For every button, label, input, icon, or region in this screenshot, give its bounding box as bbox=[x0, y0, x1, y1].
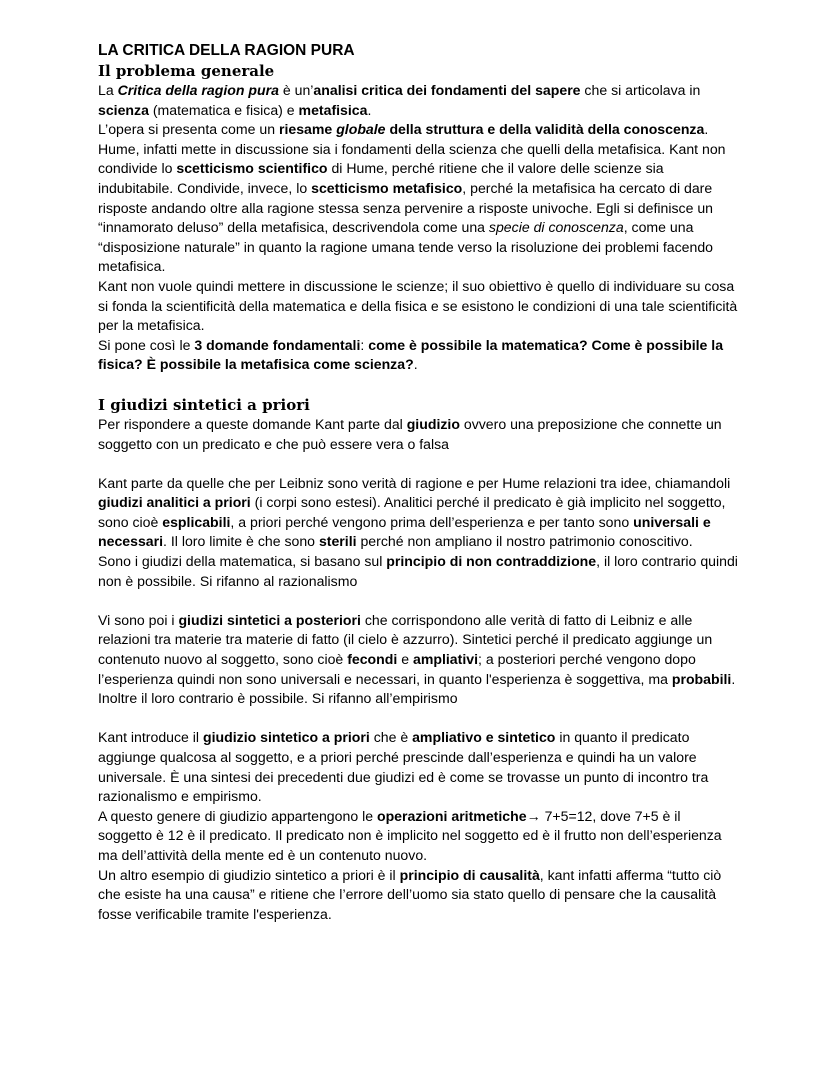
text-run: ovvero una preposizione che connette un soggetto con un predicato e che può essere vera o falsa bbox=[98, 415, 722, 452]
text-run: Vi sono poi i bbox=[98, 611, 179, 628]
text-run: Kant non vuole quindi mettere in discussione le scienze; il suo obiettivo è quello di individuare su cosa si fonda la scientificità della matematica e della fisica e se esistono le condizioni di una tale scientificità per la metafisica. bbox=[98, 277, 738, 334]
text-run: A questo genere di giudizio appartengono le bbox=[98, 807, 377, 824]
text-run: . bbox=[367, 101, 372, 118]
text-run: che si articolava in bbox=[580, 82, 701, 98]
text-run: , a priori perché vengono prima dell’esperienza e per tanto sono bbox=[230, 513, 634, 530]
paragraph bbox=[98, 807, 738, 866]
text-run: . Il loro limite è che sono bbox=[163, 533, 319, 550]
bold-text: ampliativi bbox=[412, 651, 478, 668]
paragraph bbox=[98, 81, 738, 120]
bold-text: giudizi analitici a priori bbox=[98, 494, 251, 511]
bold-text: operazioni aritmetiche bbox=[376, 807, 527, 824]
paragraph-spacer bbox=[98, 591, 738, 611]
italic-text: specie di conoscenza bbox=[488, 219, 624, 236]
bold-text: scetticismo scientifico bbox=[176, 160, 328, 177]
bold-text: analisi critica dei fondamenti del sapere bbox=[313, 82, 581, 98]
text-run: e bbox=[397, 651, 413, 668]
bold-text: metafisica bbox=[298, 101, 368, 118]
emphasis-text: Critica della ragion pura bbox=[117, 82, 279, 98]
paragraph-spacer bbox=[98, 454, 738, 474]
bold-text: giudizio sintetico a priori bbox=[202, 729, 370, 746]
paragraph bbox=[98, 552, 738, 591]
text-run: (matematica e fisica) e bbox=[148, 101, 299, 118]
text-run: La bbox=[98, 82, 118, 98]
text-run: Si pone così le bbox=[98, 336, 195, 353]
text-run: in quanto il predicato aggiunge qualcosa al soggetto, e a priori perché prescinde dall’esperienza e quindi ha un valore universale. È una sintesi dei precedenti due giudizi ed è come se trovasse un punto di incontro tra razionalismo e empirismo. bbox=[98, 729, 709, 805]
paragraph bbox=[98, 120, 738, 277]
text-run: , come una “disposizione naturale” in quanto la ragione umana tende verso la risoluzione dei problemi facendo metafisica. bbox=[98, 219, 714, 275]
bold-text bbox=[336, 121, 385, 137]
text-run: , il loro contrario quindi non è possibile. Si rifanno al razionalismo bbox=[98, 553, 738, 589]
bold-text: ampliativo e sintetico bbox=[412, 729, 556, 746]
text-run: . bbox=[413, 356, 418, 373]
paragraph bbox=[98, 866, 738, 925]
text-run: che è bbox=[369, 729, 413, 746]
bold-text: giudizio bbox=[406, 415, 460, 432]
text-run: Kant parte da quelle che per Leibniz sono verità di ragione e per Hume relazioni tra idee, chiamandoli bbox=[98, 474, 731, 491]
paragraph bbox=[98, 728, 738, 806]
bold-text bbox=[118, 82, 279, 98]
bold-text: giudizi sintetici a posteriori bbox=[178, 611, 361, 628]
bold-text: 3 domande fondamentali bbox=[194, 336, 361, 353]
document-page bbox=[98, 40, 738, 924]
bold-text: come è possibile la matematica? Come è possibile la fisica? È possibile la metafisica come scienza? bbox=[98, 336, 724, 373]
text-run: Sono i giudizi della matematica, si basano sul bbox=[98, 553, 387, 570]
bold-text: della struttura e della validità della conoscenza bbox=[385, 121, 705, 138]
text-run: Per rispondere a queste domande Kant parte dal bbox=[98, 415, 407, 432]
text-run: , perché la metafisica ha cercato di dare risposte andando oltre alla ragione stessa senza pervenire a risposte univoche. Egli si definisce un “innamorato deluso” della metafisica, descrivendola come una bbox=[98, 179, 714, 236]
text-run: che corrispondono alle verità di fatto di Leibniz e alle relazioni tra materie tra materie di fatto (il cielo è azzurro). Sintetici perché il predicato aggiunge un contenuto nuovo al soggetto, sono cioè bbox=[98, 611, 713, 668]
paragraph-spacer bbox=[98, 709, 738, 729]
text-run: (i corpi sono estesi). Analitici perché il predicato è già implicito nel soggetto, sono cioè bbox=[98, 494, 726, 530]
bold-text: probabili bbox=[671, 670, 732, 687]
text-run: è un’ bbox=[278, 82, 314, 98]
paragraph bbox=[98, 611, 738, 709]
section-heading-problema-generale: Il problema generale bbox=[98, 62, 275, 80]
text-run: Un altro esempio di giudizio sintetico a priori è il bbox=[98, 866, 400, 883]
section-heading-giudizi-sintetici: I giudizi sintetici a priori bbox=[98, 395, 310, 414]
text-run: → 7+5=12, dove 7+5 è il soggetto è 12 è il predicato. Il predicato non è implicito nel soggetto ed è il frutto non dell’esperienza ma dell’attività della mente ed è un contenuto nuovo. bbox=[98, 807, 722, 863]
bold-text: riesame bbox=[278, 121, 337, 138]
emphasis-text: globale bbox=[336, 121, 386, 138]
bold-text: scienza bbox=[98, 101, 149, 118]
text-run: . Hume, infatti mette in discussione sia i fondamenti della scienza che quelli della metafisica. Kant non condivide lo bbox=[98, 121, 726, 177]
text-run: Kant introduce il bbox=[98, 729, 203, 746]
bold-text: fecondi bbox=[347, 651, 398, 668]
section-body-giudizi-sintetici bbox=[98, 415, 738, 924]
text-run: perché non ampliano il nostro patrimonio conoscitivo. bbox=[356, 533, 693, 550]
text-run: ; a posteriori perché vengono dopo l’esperienza quindi non sono universali e necessari, in quanto l'esperienza è soggettiva, ma bbox=[98, 651, 696, 687]
paragraph bbox=[98, 336, 738, 375]
paragraph bbox=[98, 474, 738, 552]
text-run: : bbox=[360, 336, 369, 353]
paragraph bbox=[98, 277, 738, 336]
text-run: . Inoltre il loro contrario è possibile. Si rifanno all’empirismo bbox=[98, 670, 736, 707]
bold-text: principio di non contraddizione bbox=[386, 553, 597, 570]
text-run: L’opera si presenta come un bbox=[98, 121, 279, 138]
section-body-problema-generale bbox=[98, 81, 738, 375]
bold-text: principio di causalità bbox=[399, 866, 540, 883]
text-run: , kant infatti afferma “tutto ciò che esiste ha una causa” e ritiene che l’errore dell’uomo sia stato quello di pensare che la causalità fosse verificabile tramite l'esperienza. bbox=[98, 866, 722, 922]
paragraph bbox=[98, 415, 738, 454]
bold-text: universali e necessari bbox=[98, 513, 711, 550]
bold-text: scetticismo metafisico bbox=[311, 179, 463, 196]
bold-text: esplicabili bbox=[162, 513, 231, 530]
document-title: LA CRITICA DELLA RAGION PURA bbox=[98, 42, 355, 59]
bold-text: sterili bbox=[318, 533, 357, 550]
text-run: di Hume, perché ritiene che il valore delle scienze sia indubitabile. Condivide, invece, lo bbox=[98, 160, 664, 196]
